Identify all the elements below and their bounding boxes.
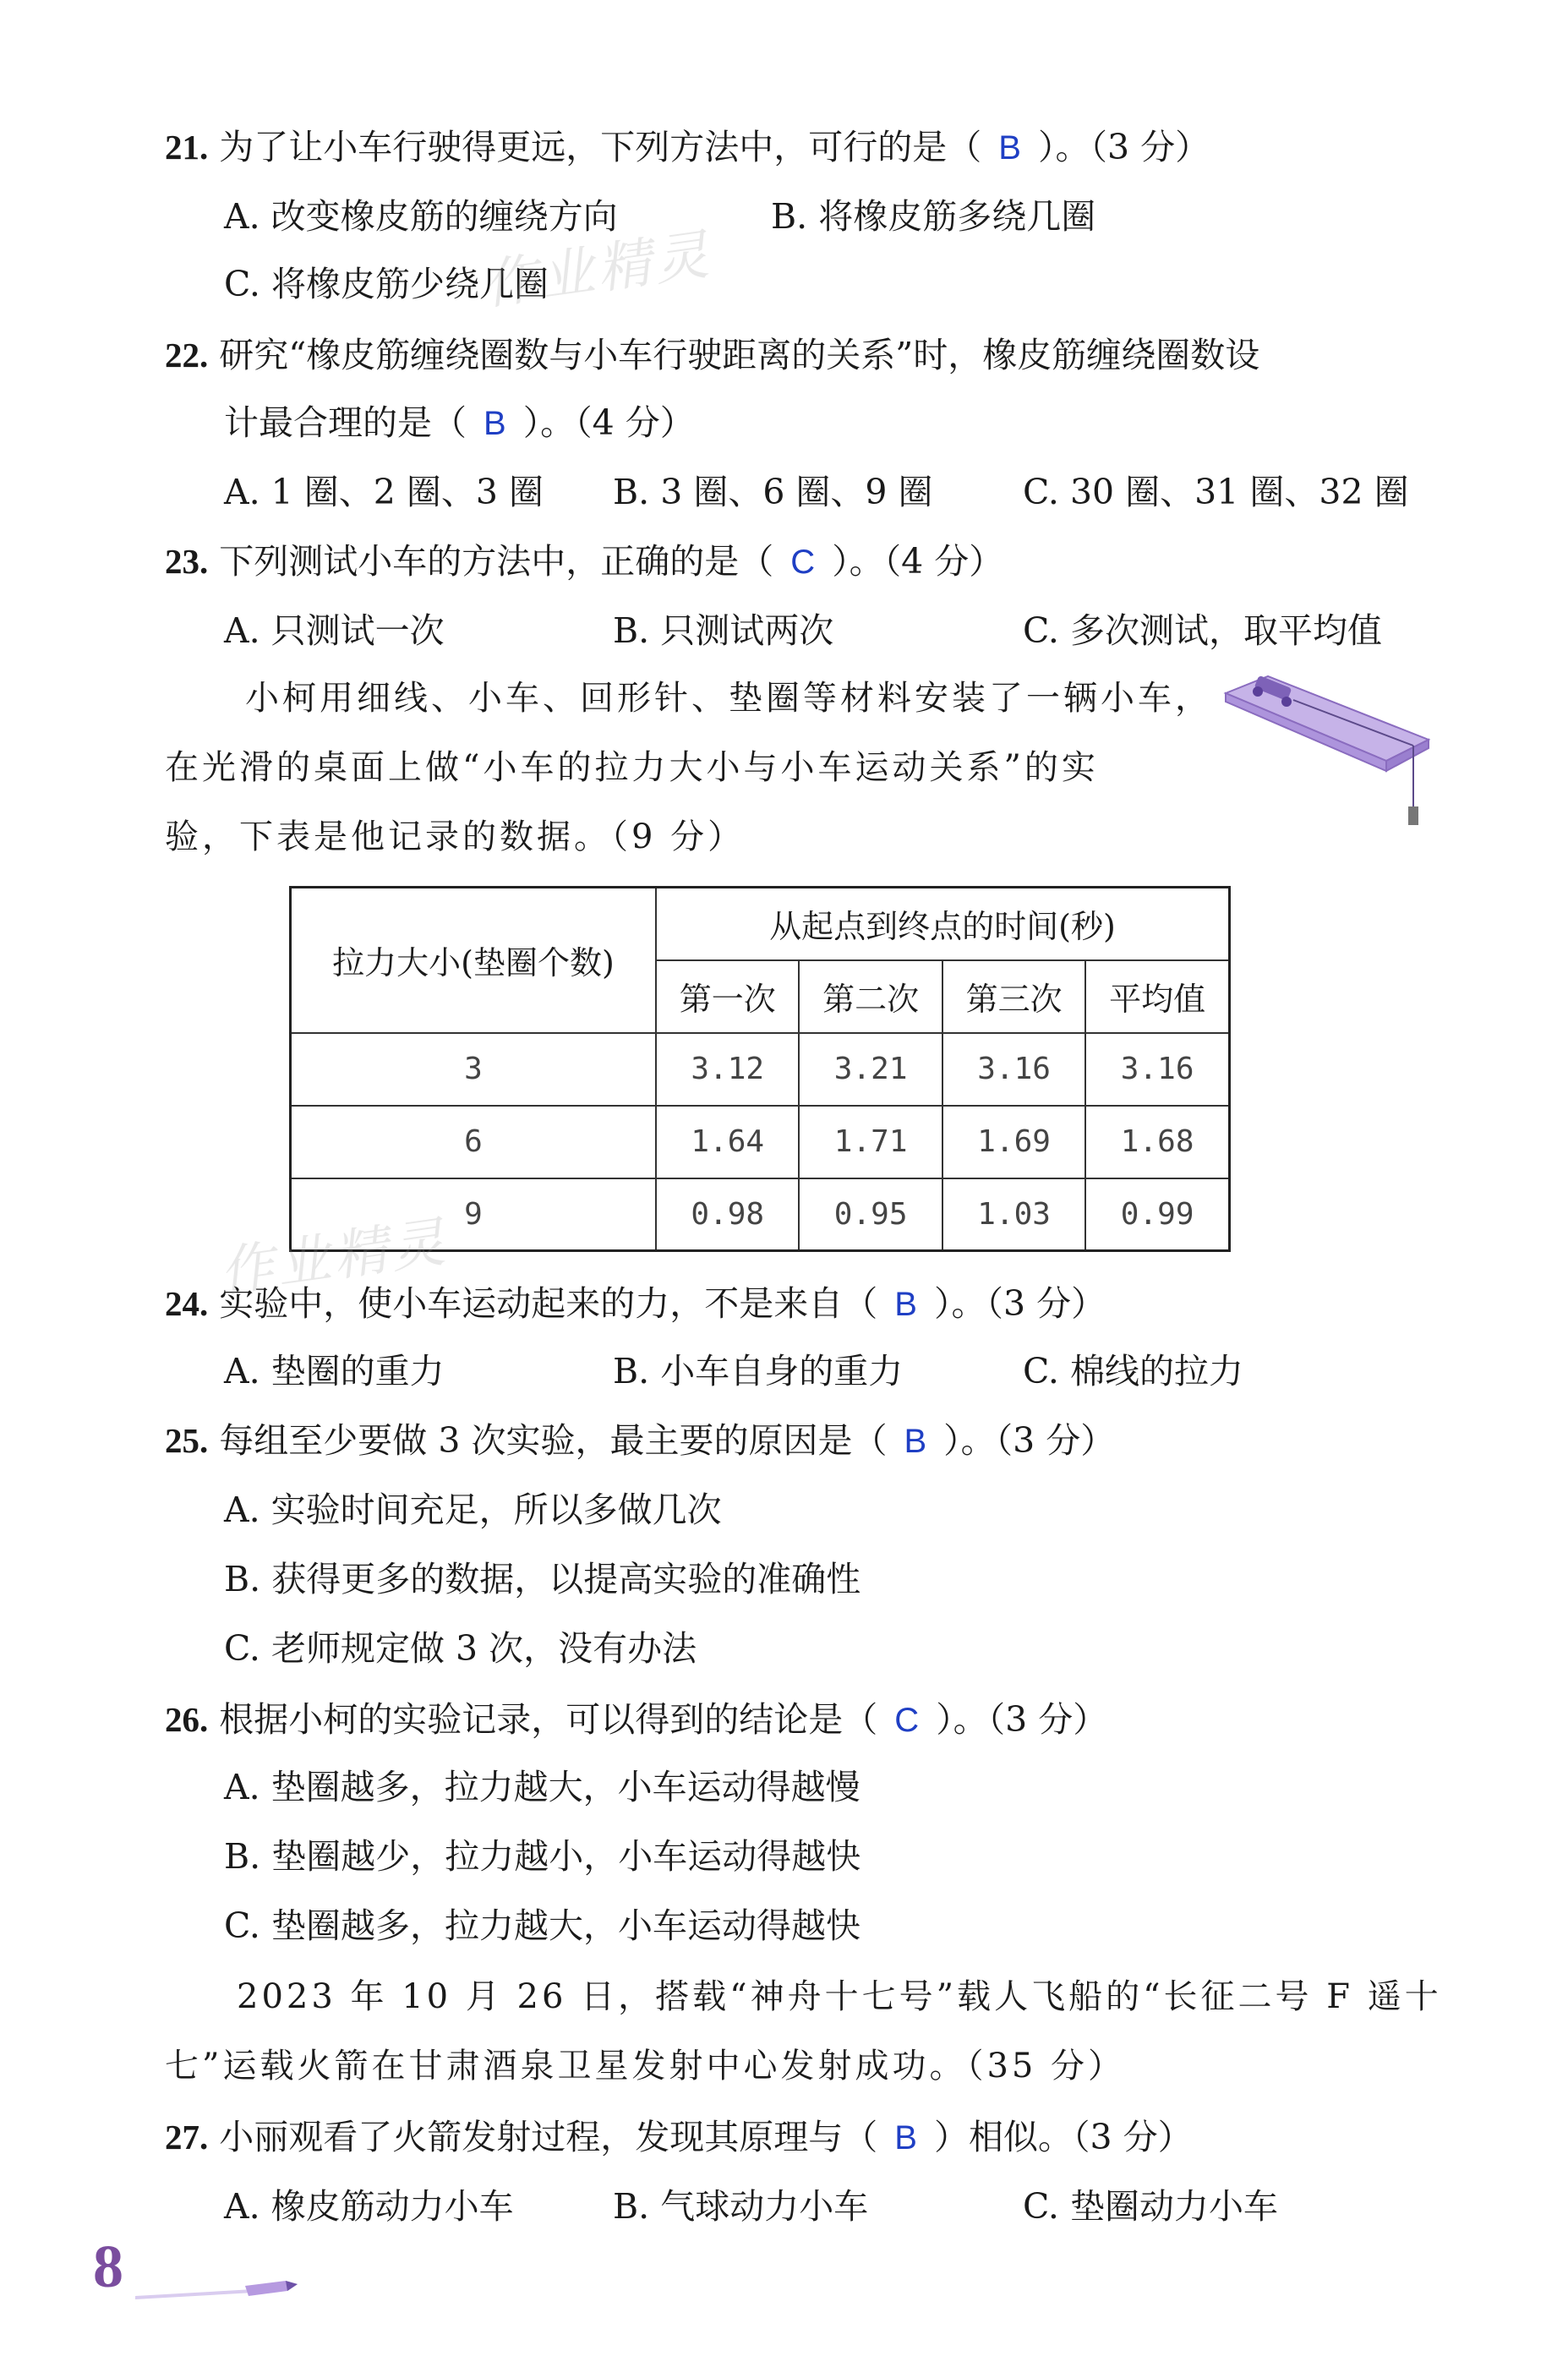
time-cell: 0.98 xyxy=(656,1178,799,1251)
column-header: 第二次 xyxy=(799,960,942,1033)
time-cell: 3.16 xyxy=(942,1033,1085,1106)
force-cell: 9 xyxy=(291,1178,657,1251)
question-number: 27. xyxy=(165,2118,209,2157)
option-b: B. 只测试两次 xyxy=(613,610,834,651)
option-c: C. 垫圈越多，拉力越大，小车运动得越快 xyxy=(224,1905,860,1946)
question-score: ）。（4 分） xyxy=(522,402,695,443)
answer-mark: C xyxy=(894,1702,920,1739)
question-stem: 每组至少要做 3 次实验，最主要的原因是（ xyxy=(219,1420,888,1461)
option-b: B. 3 圈、6 圈、9 圈 xyxy=(613,472,933,512)
force-cell: 3 xyxy=(291,1033,657,1106)
table-row xyxy=(291,1106,1230,1178)
column-header: 第一次 xyxy=(656,960,799,1033)
car-on-table-illustration xyxy=(1217,668,1437,837)
option-b: B. 将橡皮筋多绕几圈 xyxy=(771,196,1096,237)
option-a: A. 实验时间充足，所以多做几次 xyxy=(224,1490,722,1530)
option-b: B. 获得更多的数据，以提高实验的准确性 xyxy=(224,1559,861,1599)
question-number: 23. xyxy=(165,542,209,581)
option-a: A. 改变橡皮筋的缠绕方向 xyxy=(224,196,618,237)
option-c: C. 将橡皮筋少绕几圈 xyxy=(224,264,549,304)
question-number: 24. xyxy=(165,1284,209,1323)
time-cell: 1.69 xyxy=(942,1106,1085,1178)
watermark: 作业精灵 xyxy=(479,223,716,318)
experiment-data-table xyxy=(289,886,1231,1252)
question-score: ）相似。（3 分） xyxy=(933,2117,1193,2157)
option-a: A. 垫圈越多，拉力越大，小车运动得越慢 xyxy=(224,1767,860,1807)
answer-mark: B xyxy=(484,405,506,442)
question-23 xyxy=(165,536,1003,588)
question-score: ）。（3 分） xyxy=(1037,127,1210,167)
time-cell: 1.71 xyxy=(799,1106,942,1178)
average-cell: 1.68 xyxy=(1085,1106,1229,1178)
question-25 xyxy=(165,1415,1115,1467)
watermark: 作业精灵 xyxy=(216,1211,452,1305)
time-cell: 1.03 xyxy=(942,1178,1085,1251)
intro2-paragraph-line1: 2023 年 10 月 26 日，搭载“神舟十七号”载人飞船的“长征二号 F 遥十 xyxy=(237,1977,1442,2016)
answer-mark: B xyxy=(894,2119,917,2157)
intro-paragraph-line1: 小柯用细线、小车、回形针、垫圈等材料安装了一辆小车， xyxy=(245,679,1212,718)
average-cell: 3.16 xyxy=(1085,1033,1229,1106)
question-number: 21. xyxy=(165,128,209,167)
option-b: B. 垫圈越少，拉力越小，小车运动得越快 xyxy=(224,1836,861,1877)
intro2-paragraph-line2: 七”运载火箭在甘肃酒泉卫星发射中心发射成功。（35 分） xyxy=(165,2047,1126,2085)
option-b: B. 气球动力小车 xyxy=(613,2186,869,2227)
answer-mark: B xyxy=(998,129,1021,167)
time-cell: 1.64 xyxy=(656,1106,799,1178)
row-header-cell: 拉力大小(垫圈个数) xyxy=(291,888,657,1033)
pencil-decoration-icon xyxy=(135,2272,304,2306)
option-a: A. 垫圈的重力 xyxy=(224,1351,445,1391)
question-27 xyxy=(165,2112,1193,2163)
group-header-cell: 从起点到终点的时间(秒) xyxy=(656,888,1230,960)
average-cell: 0.99 xyxy=(1085,1178,1229,1251)
question-stem: 研究“橡皮筋缠绕圈数与小车行驶距离的关系”时，橡皮筋缠绕圈数设 xyxy=(219,335,1260,375)
intro-paragraph-line2: 在光滑的桌面上做“小车的拉力大小与小车运动关系”的实 xyxy=(165,748,1099,787)
option-c: C. 30 圈、31 圈、32 圈 xyxy=(1023,472,1409,512)
question-number: 26. xyxy=(165,1700,209,1739)
page-number: 8 xyxy=(93,2233,123,2300)
option-a: A. 只测试一次 xyxy=(224,610,445,651)
question-stem: 小丽观看了火箭发射过程，发现其原理与（ xyxy=(219,2117,878,2157)
question-score: ）。（3 分） xyxy=(933,1283,1106,1324)
question-stem: 根据小柯的实验记录，可以得到的结论是（ xyxy=(219,1699,878,1740)
question-22 xyxy=(165,330,1259,380)
table-row xyxy=(291,1033,1230,1106)
answer-mark: B xyxy=(904,1423,927,1460)
answer-mark: B xyxy=(894,1286,917,1323)
option-b: B. 小车自身的重力 xyxy=(613,1351,904,1391)
option-a: A. 1 圈、2 圈、3 圈 xyxy=(224,472,544,512)
answer-mark: C xyxy=(790,544,816,581)
question-score: ）。（4 分） xyxy=(832,541,1004,582)
question-stem: 计最合理的是（ xyxy=(224,402,467,443)
option-a: A. 橡皮筋动力小车 xyxy=(224,2186,514,2227)
question-21 xyxy=(165,122,1210,173)
question-stem: 为了让小车行驶得更远，下列方法中，可行的是（ xyxy=(219,127,982,167)
time-cell: 0.95 xyxy=(799,1178,942,1251)
column-header: 第三次 xyxy=(942,960,1085,1033)
question-number: 22. xyxy=(165,336,209,374)
question-number: 25. xyxy=(165,1421,209,1460)
time-cell: 3.12 xyxy=(656,1033,799,1106)
question-22-line2 xyxy=(224,397,695,449)
option-c: C. 多次测试，取平均值 xyxy=(1023,610,1382,651)
column-header: 平均值 xyxy=(1085,960,1229,1033)
question-26 xyxy=(165,1694,1107,1746)
option-c: C. 垫圈动力小车 xyxy=(1023,2186,1278,2227)
force-cell: 6 xyxy=(291,1106,657,1178)
question-score: ）。（3 分） xyxy=(936,1699,1108,1740)
option-c: C. 棉线的拉力 xyxy=(1023,1351,1243,1391)
time-cell: 3.21 xyxy=(799,1033,942,1106)
option-c: C. 老师规定做 3 次，没有办法 xyxy=(224,1628,697,1669)
intro-paragraph-line3: 验，下表是他记录的数据。（9 分） xyxy=(165,817,746,856)
question-score: ）。（3 分） xyxy=(943,1420,1116,1461)
question-stem: 下列测试小车的方法中，正确的是（ xyxy=(219,541,774,582)
question-stem: 实验中，使小车运动起来的力，不是来自（ xyxy=(219,1283,878,1324)
